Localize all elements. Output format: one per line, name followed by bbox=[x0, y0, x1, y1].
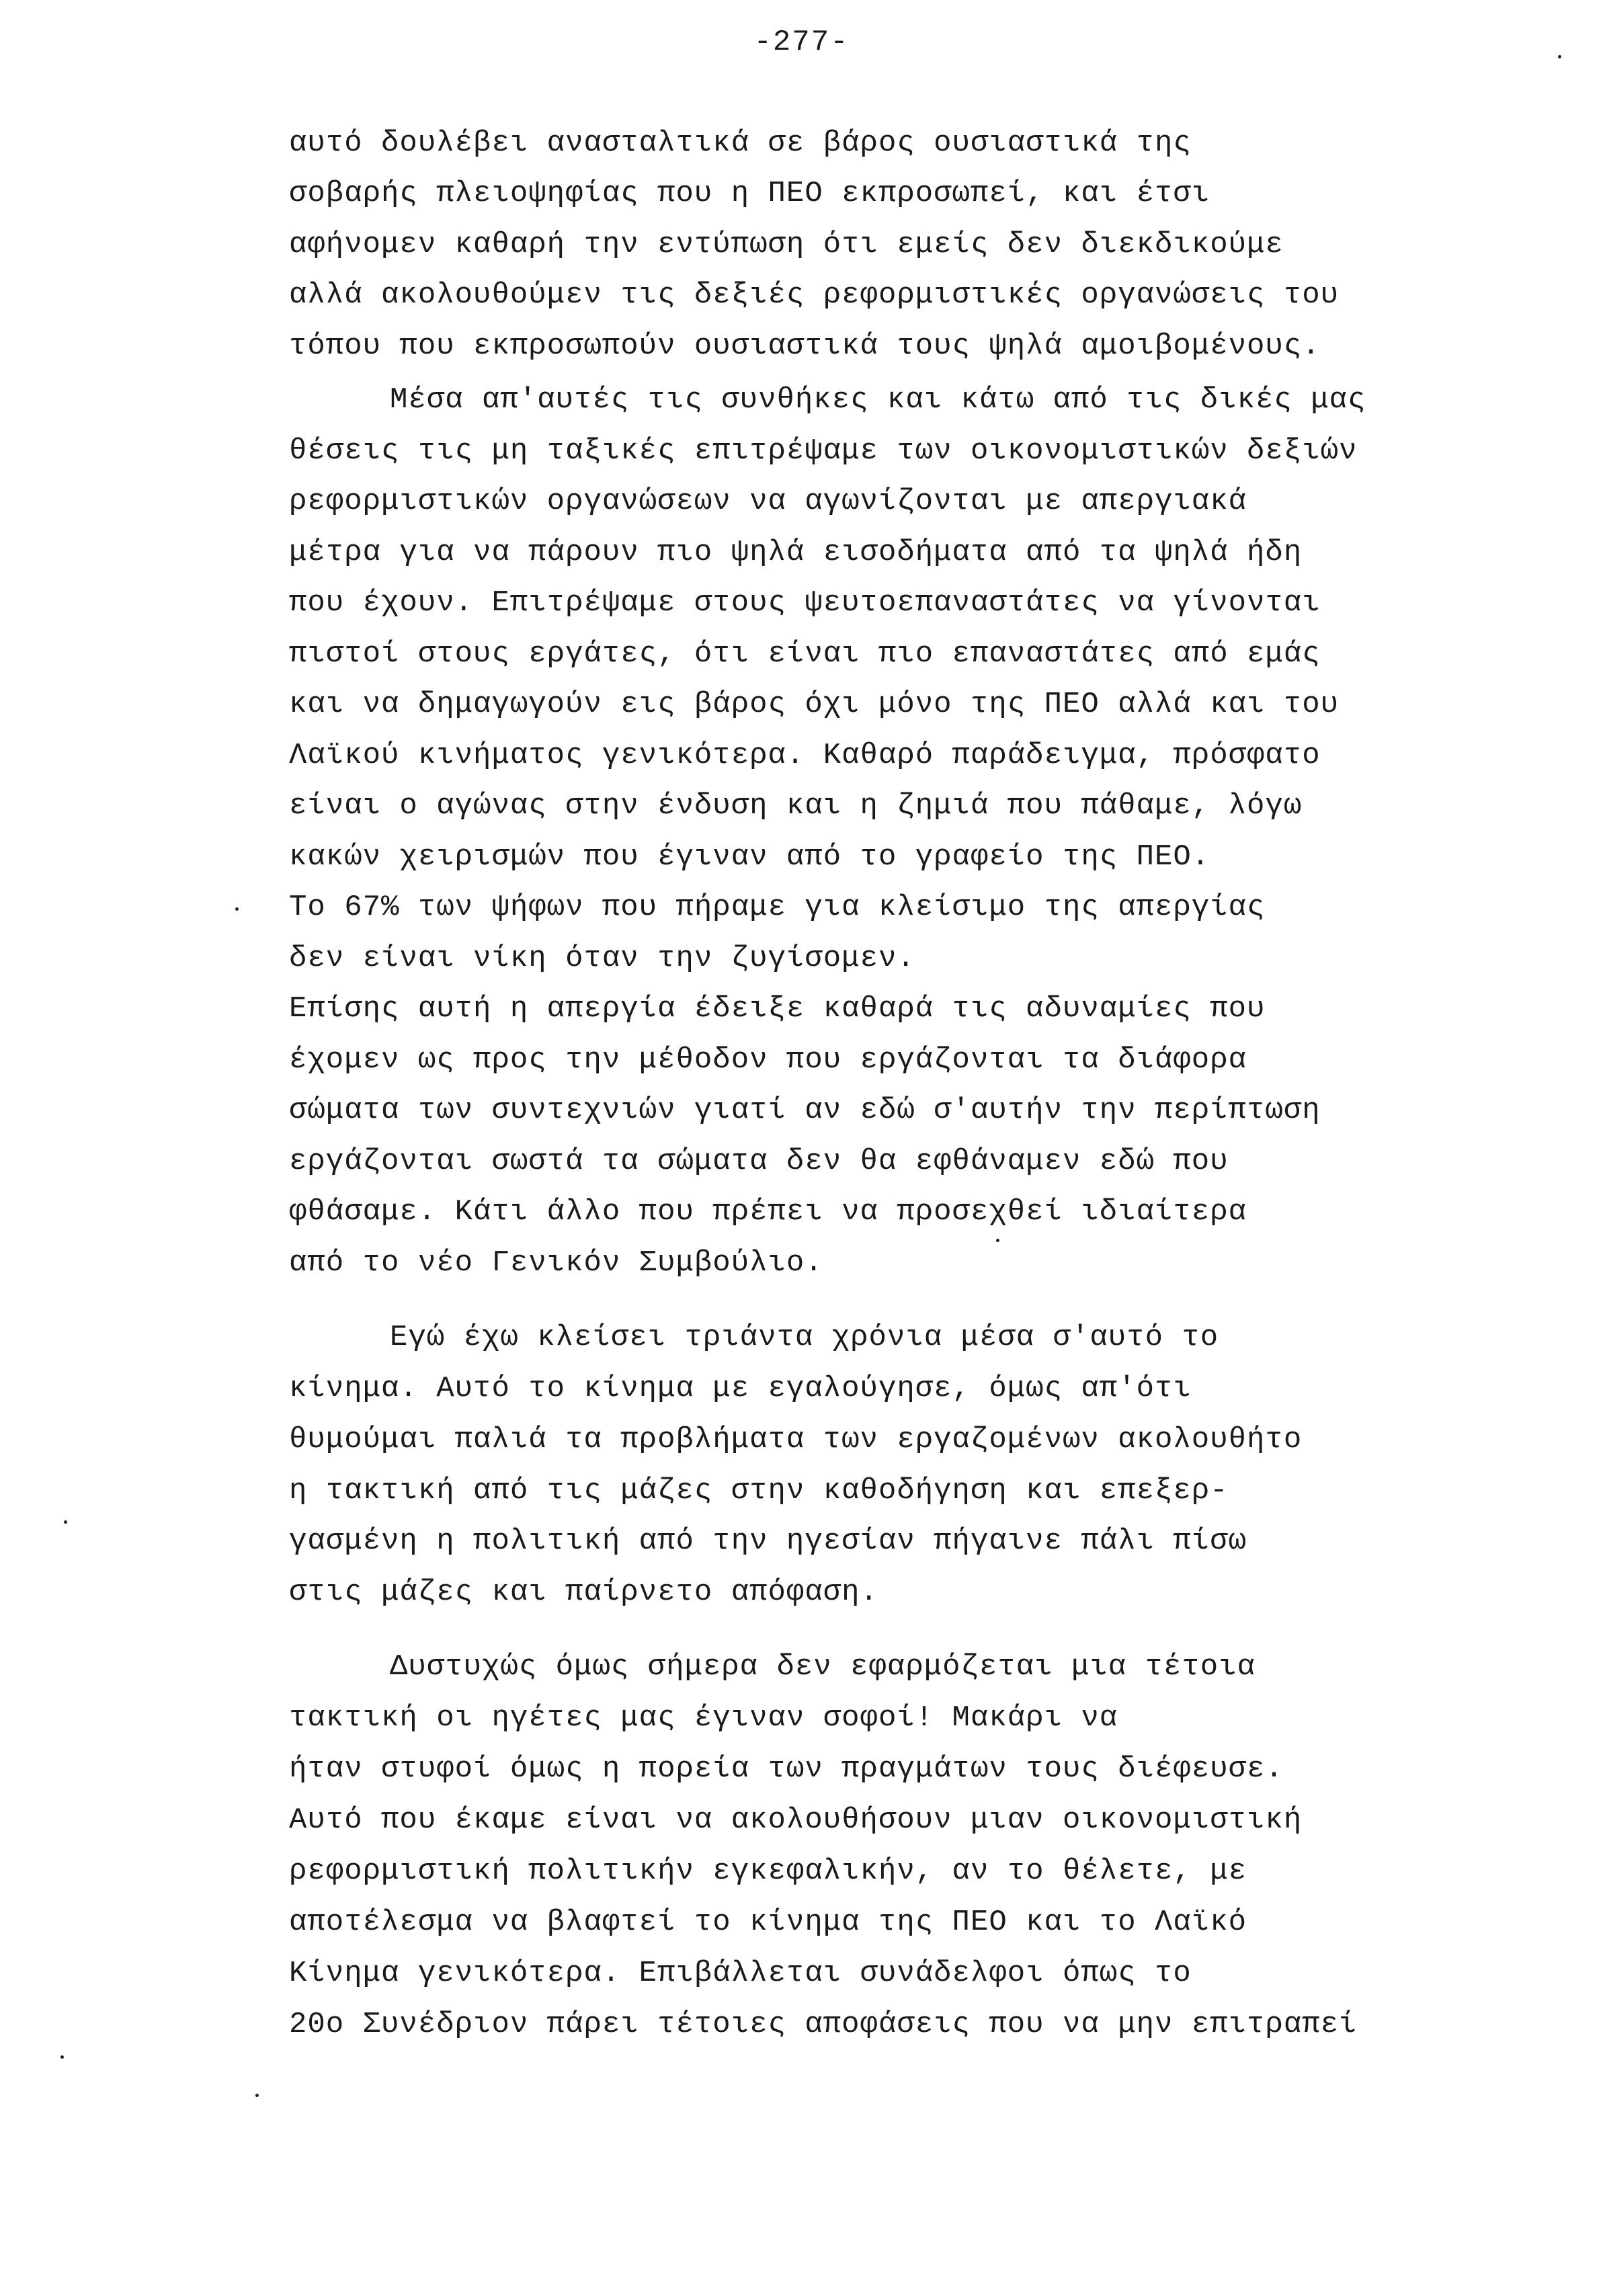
text-line: Κίνημα γενικότερα. Επιβάλλεται συνάδελφοι όπως το bbox=[289, 1957, 1192, 1990]
page-number: -277- bbox=[753, 26, 850, 59]
text-line: Επίσης αυτή η απεργία έδειξε καθαρά τις αδυναμίες που bbox=[289, 992, 1266, 1026]
scan-speck bbox=[60, 2055, 64, 2059]
text-line: εργάζονται σωστά τα σώματα δεν θα εφθάναμεν εδώ που bbox=[289, 1145, 1229, 1178]
text-line: από το νέο Γενικόν Συμβούλιο. bbox=[289, 1246, 823, 1280]
text-line: ήταν στυφοί όμως η πορεία των πραγμάτων τους διέφευσε. bbox=[289, 1752, 1284, 1786]
text-line: στις μάζες και παίρνετο απόφαση. bbox=[289, 1575, 878, 1609]
text-line: φθάσαμε. Κάτι άλλο που πρέπει να προσεχθεί ιδιαίτερα bbox=[289, 1195, 1247, 1229]
text-line: σώματα των συντεχνιών γιατί αν εδώ σ'αυτήν την περίπτωση bbox=[289, 1094, 1321, 1127]
text-line: Εγώ έχω κλείσει τριάντα χρόνια μέσα σ'αυτό το bbox=[390, 1321, 1219, 1354]
scan-speck bbox=[255, 2094, 259, 2097]
text-line: Μέσα απ'αυτές τις συνθήκες και κάτω από τις δικές μας bbox=[390, 383, 1366, 417]
scan-speck bbox=[1558, 55, 1561, 58]
scan-speck bbox=[996, 1239, 999, 1242]
text-line: και να δημαγωγούν εις βάρος όχι μόνο της ΠΕΟ αλλά και του bbox=[289, 688, 1340, 721]
text-line: πιστοί στους εργάτες, ότι είναι πιο επαναστάτες από εμάς bbox=[289, 637, 1321, 671]
text-line: αφήνομεν καθαρή την εντύπωση ότι εμείς δεν διεκδικούμε bbox=[289, 228, 1284, 261]
text-line: Λαϊκού κινήματος γενικότερα. Καθαρό παράδειγμα, πρόσφατο bbox=[289, 739, 1321, 772]
text-line: αποτέλεσμα να βλαφτεί το κίνημα της ΠΕΟ και το Λαϊκό bbox=[289, 1905, 1247, 1939]
text-line: έχομεν ως προς την μέθοδον που εργάζονται τα διάφορα bbox=[289, 1043, 1247, 1077]
text-line: γασμένη η πολιτική από την ηγεσίαν πήγαινε πάλι πίσω bbox=[289, 1524, 1247, 1558]
text-line: θυμούμαι παλιά τα προβλήματα των εργαζομένων ακολουθήτο bbox=[289, 1423, 1303, 1457]
text-line: κίνημα. Αυτό το κίνημα με εγαλούγησε, όμως απ'ότι bbox=[289, 1372, 1192, 1405]
scan-speck bbox=[64, 1520, 67, 1524]
text-line: ρεφορμιστική πολιτικήν εγκεφαλικήν, αν το θέλετε, με bbox=[289, 1854, 1247, 1888]
text-line: 20ο Συνέδριον πάρει τέτοιες αποφάσεις που να μην επιτραπεί bbox=[289, 2008, 1358, 2041]
scan-speck bbox=[235, 907, 239, 911]
text-line: η τακτική από τις μάζες στην καθοδήγηση και επεξερ- bbox=[289, 1474, 1229, 1508]
text-line: Δυστυχώς όμως σήμερα δεν εφαρμόζεται μια τέτοια bbox=[390, 1650, 1256, 1684]
text-line: σοβαρής πλειοψηφίας που η ΠΕΟ εκπροσωπεί, και έτσι bbox=[289, 177, 1210, 210]
text-line: τακτική οι ηγέτες μας έγιναν σοφοί! Μακάρι να bbox=[289, 1701, 1118, 1735]
text-line: δεν είναι νίκη όταν την ζυγίσομεν. bbox=[289, 942, 915, 975]
text-line: ρεφορμιστικών οργανώσεων να αγωνίζονται με απεργιακά bbox=[289, 485, 1247, 518]
text-line: Αυτό που έκαμε είναι να ακολουθήσουν μιαν οικονομιστική bbox=[289, 1803, 1303, 1837]
text-line: που έχουν. Επιτρέψαμε στους ψευτοεπαναστάτες να γίνονται bbox=[289, 586, 1321, 620]
text-line: είναι ο αγώνας στην ένδυση και η ζημιά που πάθαμε, λόγω bbox=[289, 789, 1303, 823]
text-line: αυτό δουλέβει ανασταλτικά σε βάρος ουσιαστικά της bbox=[289, 126, 1192, 160]
text-line: αλλά ακολουθούμεν τις δεξιές ρεφορμιστικές οργανώσεις του bbox=[289, 278, 1340, 312]
text-line: κακών χειρισμών που έγιναν από το γραφείο της ΠΕΟ. bbox=[289, 840, 1210, 874]
text-line: Το 67% των ψήφων που πήραμε για κλείσιμο της απεργίας bbox=[289, 891, 1266, 924]
text-line: τόπου που εκπροσωπούν ουσιαστικά τους ψηλά αμοιβομένους. bbox=[289, 329, 1321, 363]
text-line: μέτρα για να πάρουν πιο ψηλά εισοδήματα από τα ψηλά ήδη bbox=[289, 536, 1303, 569]
text-line: θέσεις τις μη ταξικές επιτρέψαμε των οικονομιστικών δεξιών bbox=[289, 434, 1358, 468]
